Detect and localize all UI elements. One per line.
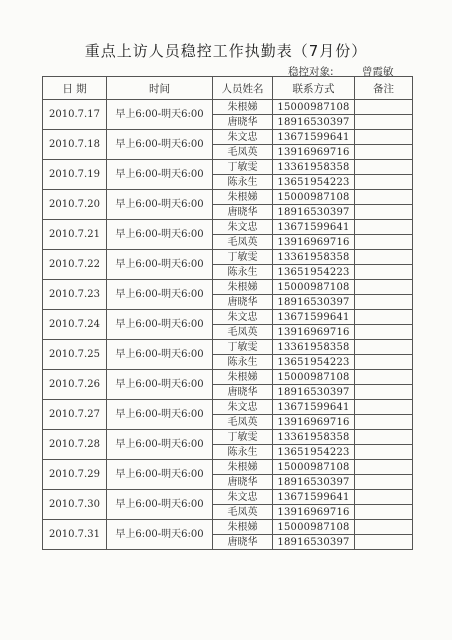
person-name-cell: 朱文忠	[213, 400, 273, 415]
phone-cell: 13671599641	[273, 310, 355, 325]
phone-cell: 13361958358	[273, 430, 355, 445]
header-phone: 联系方式	[273, 77, 355, 100]
time-cell: 早上6:00-明天6:00	[107, 400, 213, 430]
note-cell	[355, 505, 413, 520]
note-cell	[355, 460, 413, 475]
note-cell	[355, 535, 413, 550]
time-cell: 早上6:00-明天6:00	[107, 310, 213, 340]
note-cell	[355, 385, 413, 400]
person-name-cell: 朱文忠	[213, 310, 273, 325]
person-name-cell: 朱文忠	[213, 490, 273, 505]
person-name-cell: 朱文忠	[213, 220, 273, 235]
table-row	[43, 460, 413, 475]
time-cell: 早上6:00-明天6:00	[107, 190, 213, 220]
note-cell	[355, 430, 413, 445]
phone-cell: 13361958358	[273, 160, 355, 175]
phone-cell: 13651954223	[273, 265, 355, 280]
phone-cell: 18916530397	[273, 385, 355, 400]
phone-cell: 15000987108	[273, 280, 355, 295]
table-row	[43, 310, 413, 325]
note-cell	[355, 280, 413, 295]
table-row	[43, 370, 413, 385]
person-name-cell: 唐晓华	[213, 535, 273, 550]
note-cell	[355, 100, 413, 115]
phone-cell: 18916530397	[273, 295, 355, 310]
note-cell	[355, 415, 413, 430]
note-cell	[355, 340, 413, 355]
table-row	[43, 490, 413, 505]
person-name-cell: 唐晓华	[213, 115, 273, 130]
header-note: 备注	[355, 77, 413, 100]
note-cell	[355, 205, 413, 220]
phone-cell: 13651954223	[273, 175, 355, 190]
phone-cell: 15000987108	[273, 190, 355, 205]
person-name-cell: 朱根娣	[213, 280, 273, 295]
person-name-cell: 朱文忠	[213, 130, 273, 145]
stability-target-label: 稳控对象:	[288, 66, 334, 78]
table-row	[43, 340, 413, 355]
date-cell: 2010.7.26	[43, 370, 107, 400]
date-cell: 2010.7.21	[43, 220, 107, 250]
person-name-cell: 朱根娣	[213, 190, 273, 205]
time-cell: 早上6:00-明天6:00	[107, 130, 213, 160]
header-name: 人员姓名	[213, 77, 273, 100]
phone-cell: 18916530397	[273, 475, 355, 490]
date-cell: 2010.7.28	[43, 430, 107, 460]
phone-cell: 13916969716	[273, 415, 355, 430]
phone-cell: 18916530397	[273, 115, 355, 130]
date-cell: 2010.7.24	[43, 310, 107, 340]
person-name-cell: 毛凤英	[213, 415, 273, 430]
person-name-cell: 唐晓华	[213, 385, 273, 400]
person-name-cell: 毛凤英	[213, 505, 273, 520]
document-title: 重点上访人员稳控工作执勤表（7月份）	[84, 42, 368, 60]
phone-cell: 13361958358	[273, 250, 355, 265]
date-cell: 2010.7.23	[43, 280, 107, 310]
note-cell	[355, 370, 413, 385]
note-cell	[355, 130, 413, 145]
note-cell	[355, 175, 413, 190]
note-cell	[355, 310, 413, 325]
note-cell	[355, 445, 413, 460]
person-name-cell: 唐晓华	[213, 205, 273, 220]
table-row	[43, 160, 413, 175]
note-cell	[355, 265, 413, 280]
phone-cell: 15000987108	[273, 100, 355, 115]
header-date: 日 期	[43, 77, 107, 100]
phone-cell: 13361958358	[273, 340, 355, 355]
phone-cell: 18916530397	[273, 205, 355, 220]
phone-cell: 13671599641	[273, 220, 355, 235]
person-name-cell: 丁敏雯	[213, 250, 273, 265]
phone-cell: 13916969716	[273, 145, 355, 160]
person-name-cell: 丁敏雯	[213, 160, 273, 175]
person-name-cell: 陈永生	[213, 445, 273, 460]
note-cell	[355, 325, 413, 340]
phone-cell: 13671599641	[273, 400, 355, 415]
table-row	[43, 220, 413, 235]
table-row	[43, 280, 413, 295]
note-cell	[355, 295, 413, 310]
person-name-cell: 毛凤英	[213, 235, 273, 250]
table-body	[43, 100, 413, 550]
time-cell: 早上6:00-明天6:00	[107, 370, 213, 400]
table-row	[43, 100, 413, 115]
date-cell: 2010.7.27	[43, 400, 107, 430]
person-name-cell: 唐晓华	[213, 295, 273, 310]
note-cell	[355, 115, 413, 130]
person-name-cell: 朱根娣	[213, 520, 273, 535]
person-name-cell: 唐晓华	[213, 475, 273, 490]
note-cell	[355, 250, 413, 265]
table-row	[43, 190, 413, 205]
table-row	[43, 430, 413, 445]
table-row	[43, 400, 413, 415]
note-cell	[355, 400, 413, 415]
note-cell	[355, 490, 413, 505]
phone-cell: 15000987108	[273, 520, 355, 535]
phone-cell: 13651954223	[273, 355, 355, 370]
phone-cell: 15000987108	[273, 460, 355, 475]
time-cell: 早上6:00-明天6:00	[107, 520, 213, 550]
phone-cell: 13916969716	[273, 505, 355, 520]
note-cell	[355, 145, 413, 160]
table-row	[43, 130, 413, 145]
time-cell: 早上6:00-明天6:00	[107, 430, 213, 460]
duty-roster-table	[42, 76, 413, 550]
person-name-cell: 丁敏雯	[213, 340, 273, 355]
table-header-row	[43, 77, 413, 100]
time-cell: 早上6:00-明天6:00	[107, 220, 213, 250]
person-name-cell: 毛凤英	[213, 145, 273, 160]
phone-cell: 13651954223	[273, 445, 355, 460]
stability-target-name: 曾霞敏	[362, 66, 394, 78]
date-cell: 2010.7.17	[43, 100, 107, 130]
time-cell: 早上6:00-明天6:00	[107, 250, 213, 280]
phone-cell: 13671599641	[273, 130, 355, 145]
note-cell	[355, 190, 413, 205]
time-cell: 早上6:00-明天6:00	[107, 490, 213, 520]
date-cell: 2010.7.18	[43, 130, 107, 160]
person-name-cell: 陈永生	[213, 355, 273, 370]
person-name-cell: 陈永生	[213, 175, 273, 190]
person-name-cell: 丁敏雯	[213, 430, 273, 445]
person-name-cell: 朱根娣	[213, 100, 273, 115]
person-name-cell: 毛凤英	[213, 325, 273, 340]
note-cell	[355, 520, 413, 535]
person-name-cell: 朱根娣	[213, 370, 273, 385]
date-cell: 2010.7.29	[43, 460, 107, 490]
phone-cell: 13916969716	[273, 235, 355, 250]
person-name-cell: 朱根娣	[213, 460, 273, 475]
date-cell: 2010.7.25	[43, 340, 107, 370]
time-cell: 早上6:00-明天6:00	[107, 340, 213, 370]
table-row	[43, 250, 413, 265]
phone-cell: 13916969716	[273, 325, 355, 340]
date-cell: 2010.7.31	[43, 520, 107, 550]
table-row	[43, 520, 413, 535]
phone-cell: 13671599641	[273, 490, 355, 505]
time-cell: 早上6:00-明天6:00	[107, 460, 213, 490]
date-cell: 2010.7.22	[43, 250, 107, 280]
note-cell	[355, 160, 413, 175]
note-cell	[355, 220, 413, 235]
note-cell	[355, 475, 413, 490]
date-cell: 2010.7.30	[43, 490, 107, 520]
note-cell	[355, 235, 413, 250]
time-cell: 早上6:00-明天6:00	[107, 280, 213, 310]
time-cell: 早上6:00-明天6:00	[107, 160, 213, 190]
date-cell: 2010.7.19	[43, 160, 107, 190]
phone-cell: 15000987108	[273, 370, 355, 385]
phone-cell: 18916530397	[273, 535, 355, 550]
header-time: 时间	[107, 77, 213, 100]
note-cell	[355, 355, 413, 370]
person-name-cell: 陈永生	[213, 265, 273, 280]
time-cell: 早上6:00-明天6:00	[107, 100, 213, 130]
date-cell: 2010.7.20	[43, 190, 107, 220]
